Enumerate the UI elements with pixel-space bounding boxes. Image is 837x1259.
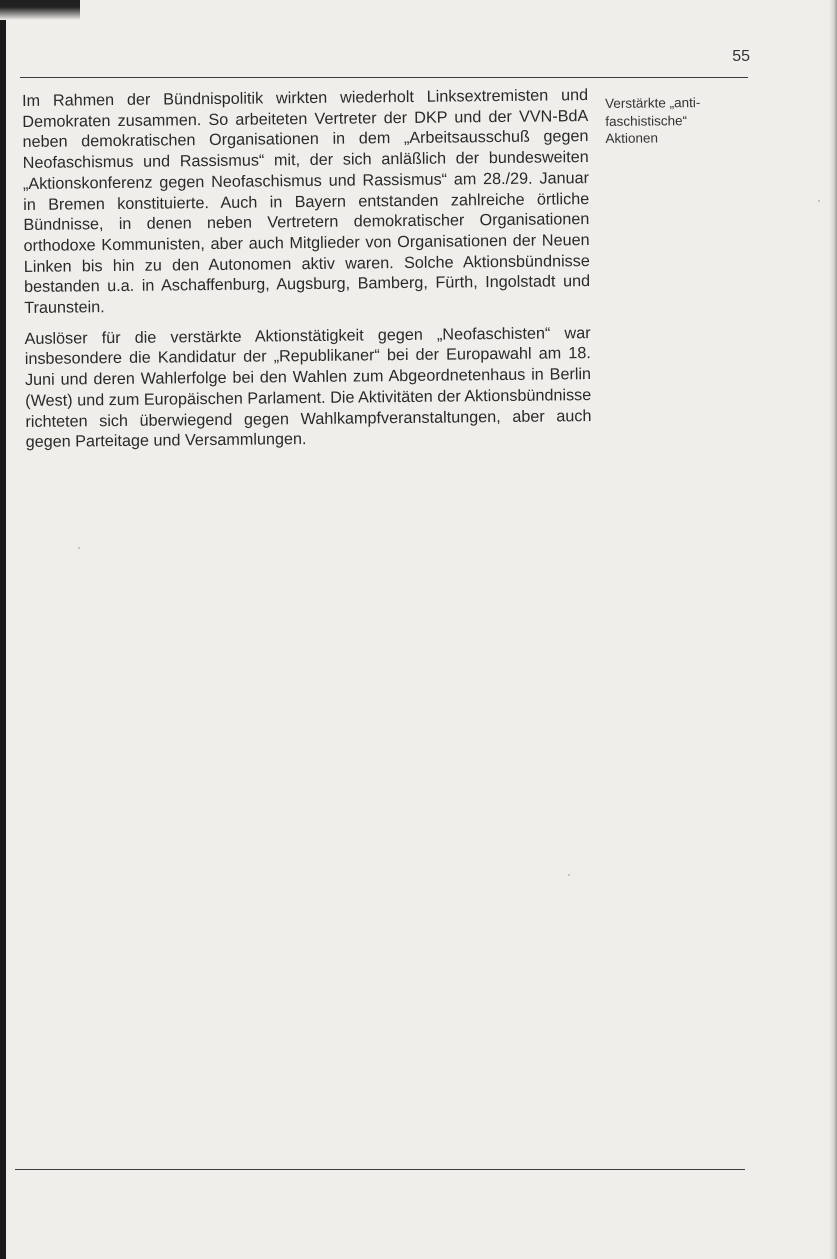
- margin-note-line: Aktionen: [605, 130, 659, 146]
- footer-rule: [15, 1169, 745, 1170]
- scan-speck: [78, 547, 80, 549]
- body-text: [22, 85, 592, 463]
- scan-border-top: [0, 0, 80, 20]
- paragraph-alliance-politics: Im Rahmen der Bündnispolitik wirkten wiederholt Linksextremisten und Demokraten zusammen. So arbeiteten Vertreter der DKP und der VVN-BdA neben demokratischen Organisationen in dem „Arbeitsausschuß gegen Neofaschismus und Rassismus“ mit, der sich anläßlich der bundesweiten „Aktionskonferenz gegen Neofaschismus und Rassismus“ am 28./29. Januar in Bremen konstituierte. Auch in Bayern entstanden zahlreiche örtliche Bündnisse, in denen neben Vertretern demokratischer Organisationen orthodoxe Kommunisten, aber auch Mitglieder von Organisationen der Neuen Linken bis hin zu den Autonomen aktiv waren. Solche Aktionsbündnisse bestanden u.a. in Aschaffenburg, Augsburg, Bamberg, Fürth, Ingolstadt und Traunstein.: [22, 86, 591, 318]
- margin-note-line: faschistische“: [605, 112, 688, 129]
- margin-note: [605, 94, 736, 148]
- scan-speck: [818, 200, 820, 202]
- scan-border-right: [829, 0, 837, 1259]
- paragraph-trigger: Auslöser für die verstärkte Aktionstätigkeit gegen „Neofaschisten“ war insbesondere die Kandidatur der „Republikaner“ bei der Europawahl am 18. Juni und deren Wahlerfolge bei den Wahlen zum Abgeordnetenhaus in Berlin (West) und zum Europäischen Parlament. Die Aktivitäten der Aktionsbündnisse richteten sich überwiegend gegen Wahlkampfveranstaltungen, aber auch gegen Parteitage und Versammlungen.: [24, 323, 592, 452]
- scan-border-left: [0, 0, 6, 1259]
- margin-note-line: Verstärkte „anti-: [605, 95, 701, 111]
- page-number: 55: [732, 48, 750, 65]
- scan-speck: [568, 874, 570, 876]
- header-rule: [20, 77, 748, 78]
